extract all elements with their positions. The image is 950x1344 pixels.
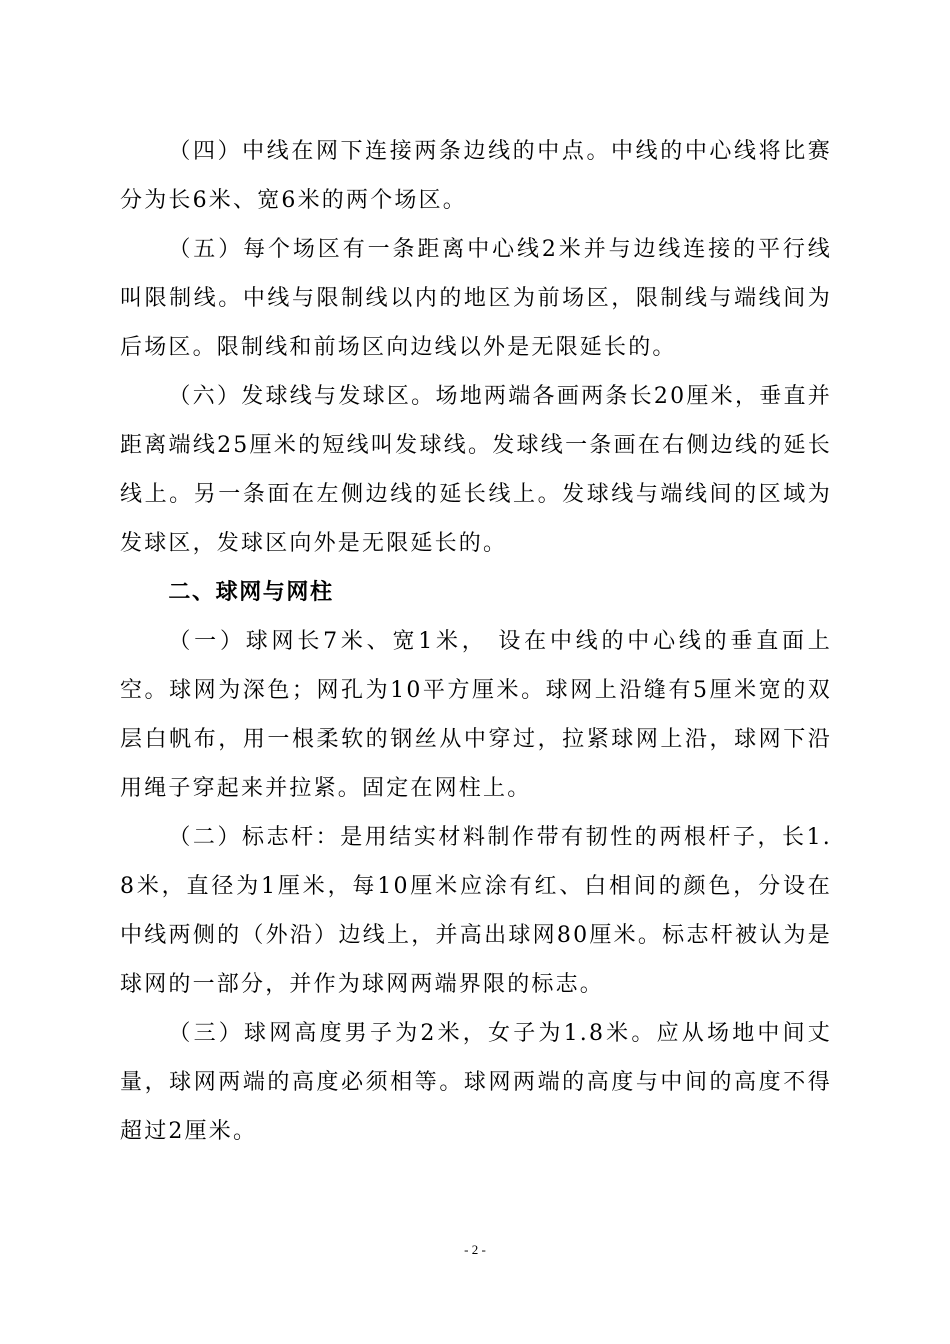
paragraph-center-line: （四）中线在网下连接两条边线的中点。中线的中心线将比赛分为长6米、宽6米的两个场区。 (120, 139, 832, 213)
body-text (120, 127, 832, 1156)
section-heading-net-and-posts: 二、球网与网柱 (168, 579, 334, 605)
paragraph-service-line: （六）发球线与发球区。场地两端各画两条长20厘米，垂直并距离端线25厘米的短线叫发球线。发球线一条画在右侧边线的延长线上。另一条面在左侧边线的延长线上。发球线与端线间的区域为发球区，发球区向外是无限延长的。 (120, 384, 832, 556)
paragraph-net-height: （三）球网高度男子为2米，女子为1.8米。应从场地中间丈量，球网两端的高度必须相等。球网两端的高度与中间的高度不得超过2厘米。 (120, 1021, 832, 1144)
page-number: - 2 - (464, 1242, 486, 1257)
paragraph-restriction-line: （五）每个场区有一条距离中心线2米并与边线连接的平行线叫限制线。中线与限制线以内的地区为前场区，限制线与端线间为后场区。限制线和前场区向边线以外是无限延长的。 (120, 237, 832, 360)
paragraph-net: （一）球网长7米、宽1米， 设在中线的中心线的垂直面上空。球网为深色；网孔为10平方厘米。球网上沿缝有5厘米宽的双层白帆布，用一根柔软的钢丝从中穿过，拉紧球网上沿，球网下沿用绳子穿起来并拉紧。固定在网柱上。 (120, 629, 832, 801)
paragraph-antenna: （二）标志杆：是用结实材料制作带有韧性的两根杆子，长1.8米，直径为1厘米，每10厘米应涂有红、白相间的颜色，分设在中线两侧的（外沿）边线上，并高出球网80厘米。标志杆被认为是球网的一部分，并作为球网两端界限的标志。 (120, 825, 832, 997)
